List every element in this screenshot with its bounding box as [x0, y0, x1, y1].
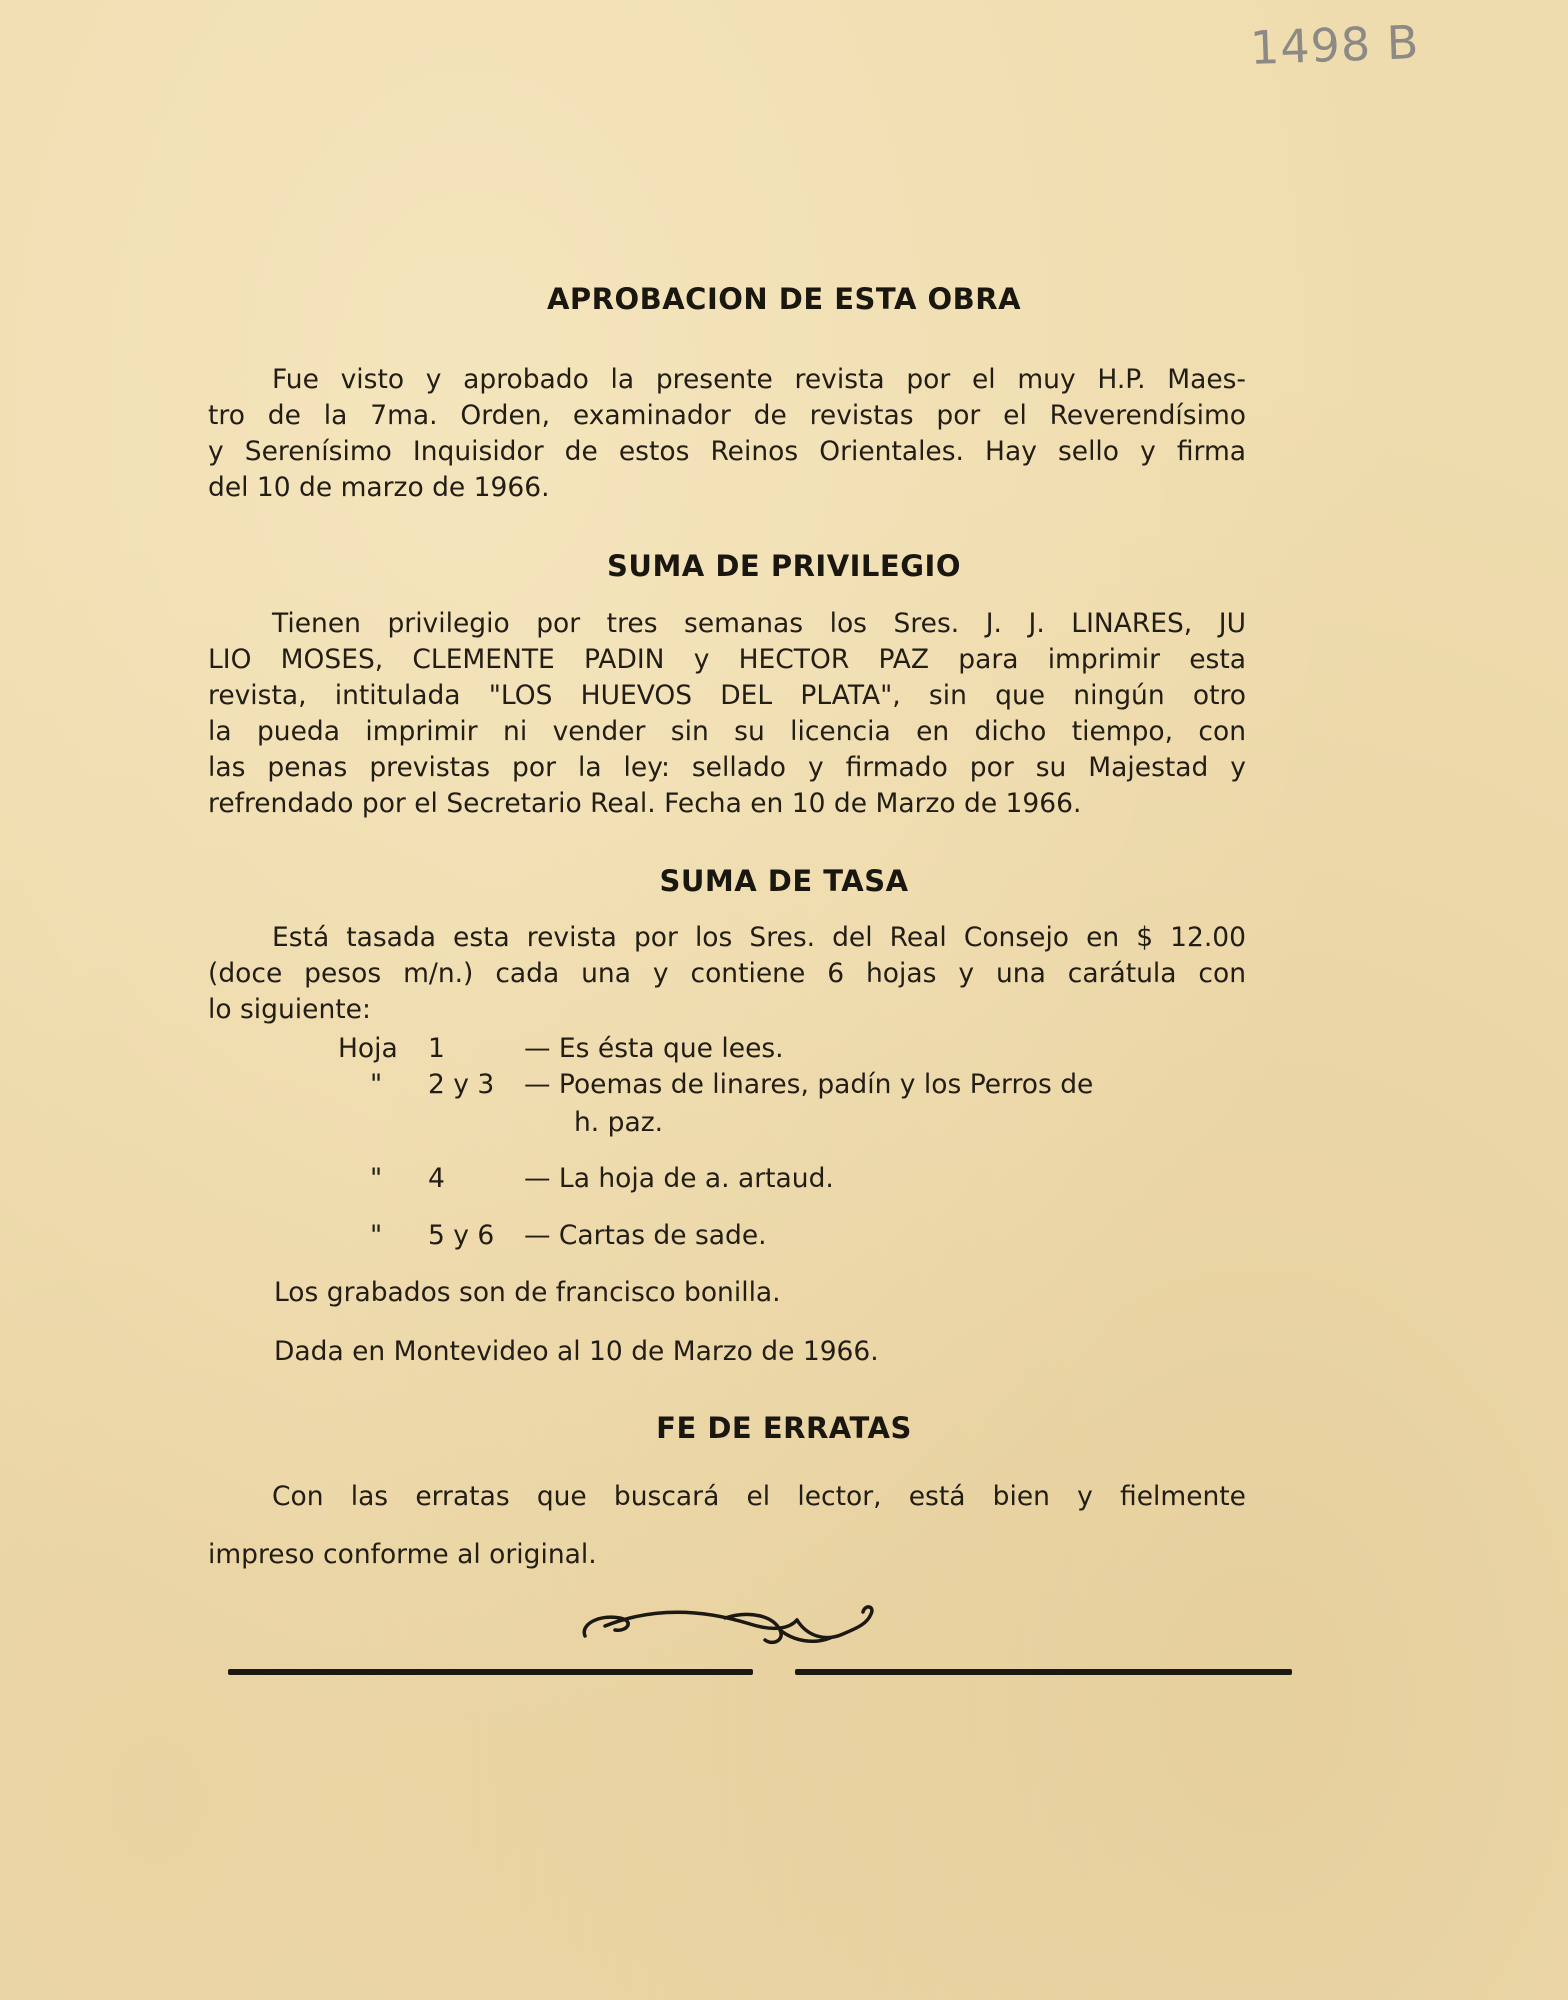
approval-paragraph — [208, 362, 1246, 506]
tax-paragraph — [208, 920, 1246, 1028]
approval-line-4: del 10 de marzo de 1966. — [208, 472, 550, 503]
privilege-line-3: revista, intitulada "LOS HUEVOS DEL PLATA", sin que ningún otro — [208, 680, 1246, 711]
approval-line-1: Fue visto y aprobado la presente revista por el muy H.P. Maes- — [272, 364, 1246, 395]
list-item-ditto: " — [370, 1220, 383, 1251]
tax-heading: SUMA DE TASA — [659, 864, 909, 898]
engravings-credit: Los grabados son de francisco bonilla. — [274, 1277, 781, 1308]
privilege-heading: SUMA DE PRIVILEGIO — [607, 549, 961, 583]
list-item-description: — La hoja de a. artaud. — [524, 1163, 834, 1194]
tax-line-2: (doce pesos m/n.) cada una y contiene 6 hojas y una carátula con — [208, 958, 1246, 989]
privilege-line-4: la pueda imprimir ni vender sin su licencia en dicho tiempo, con — [208, 716, 1246, 747]
list-item-number: 4 — [428, 1163, 445, 1194]
tax-line-1: Está tasada esta revista por los Sres. del Real Consejo en $ 12.00 — [272, 922, 1246, 953]
flourish-ornament-icon — [575, 1596, 885, 1656]
approval-line-2: tro de la 7ma. Orden, examinador de revistas por el Reverendísimo — [208, 400, 1246, 431]
list-item-continuation — [574, 1105, 663, 1141]
bottom-rule-right — [795, 1669, 1292, 1675]
list-item-ditto: " — [370, 1163, 383, 1194]
list-item-sheet-label: Hoja — [338, 1033, 398, 1064]
list-item-description: — Es ésta que lees. — [524, 1033, 784, 1064]
archive-number: 1498 B — [1249, 15, 1421, 75]
bottom-rule-left — [228, 1669, 753, 1675]
list-item-description: — Cartas de sade. — [524, 1220, 767, 1251]
approval-line-3: y Serenísimo Inquisidor de estos Reinos Orientales. Hay sello y firma — [208, 436, 1246, 467]
tax-line-3: lo siguiente: — [208, 994, 371, 1025]
privilege-line-5: las penas previstas por la ley: sellado y firmado por su Majestad y — [208, 752, 1246, 783]
list-item-ditto: " — [370, 1069, 383, 1100]
errata-line-1: Con las erratas que buscará el lector, está bien y fielmente — [272, 1481, 1246, 1512]
list-item-description: — Poemas de linares, padín y los Perros de — [524, 1069, 1094, 1100]
approval-heading: APROBACION DE ESTA OBRA — [546, 282, 1022, 316]
list-item-number: 1 — [428, 1033, 445, 1064]
privilege-line-6: refrendado por el Secretario Real. Fecha en 10 de Marzo de 1966. — [208, 788, 1082, 819]
privilege-line-2: LIO MOSES, CLEMENTE PADIN y HECTOR PAZ para imprimir esta — [208, 644, 1246, 675]
privilege-paragraph — [208, 606, 1246, 822]
errata-line-2: impreso conforme al original. — [208, 1539, 597, 1570]
list-item-description-cont: h. paz. — [574, 1107, 664, 1138]
list-item-number: 2 y 3 — [428, 1069, 495, 1100]
privilege-line-1: Tienen privilegio por tres semanas los Sres. J. J. LINARES, JU — [272, 608, 1246, 639]
errata-heading: FE DE ERRATAS — [656, 1411, 912, 1445]
list-item-number: 5 y 6 — [428, 1220, 495, 1251]
errata-paragraph — [208, 1468, 1246, 1584]
given-date: Dada en Montevideo al 10 de Marzo de 1966. — [274, 1336, 879, 1367]
